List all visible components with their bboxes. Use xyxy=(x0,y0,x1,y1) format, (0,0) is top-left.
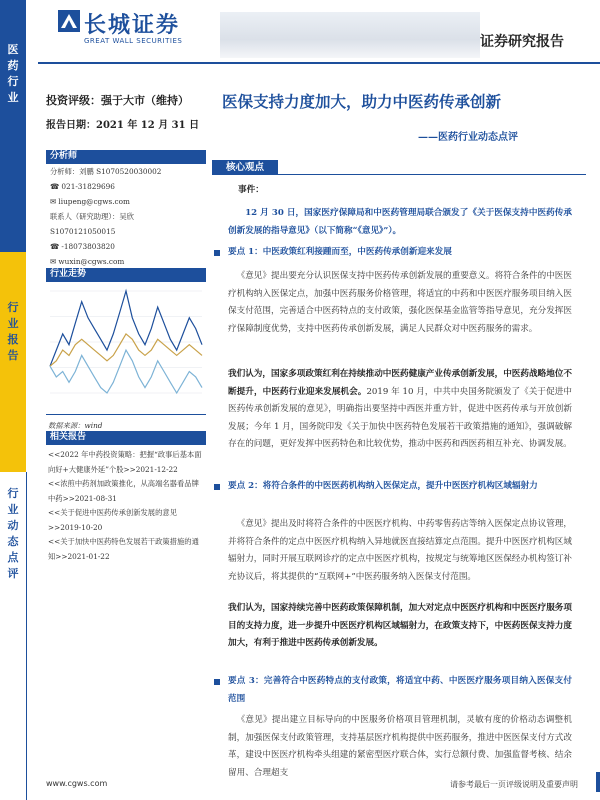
left-strip-top xyxy=(0,0,26,252)
left-strip-middle xyxy=(0,252,26,472)
point1-view xyxy=(228,366,572,454)
footer-disclaimer: 请参考最后一页评级说明及重要声明 xyxy=(450,780,578,789)
analyst-email[interactable]: ✉ liupeng@cgws.com xyxy=(50,197,130,206)
left-strip-bottom xyxy=(0,472,27,800)
footer-website-link[interactable]: www.cgws.com xyxy=(46,779,108,788)
point2-title: 要点 2：将符合条件的中医医药机构纳入医保定点，提升中医医疗机构区域辐射力 xyxy=(228,481,538,491)
analyst-line: 分析师：刘鹏 S1070520030002 xyxy=(50,167,162,176)
contact-line: 联系人（研究助理）：吴欣 xyxy=(50,212,134,221)
point2-body: 《意见》提出及时将符合条件的中医医疗机构、中药零售药店等纳入医保定点协议管理，并将符合条件的定点中医医疗机构纳入异地就医直接结算定点范围。提升中医医疗机构区域辐射力，同时开展互联网诊疗的定点中医医疗机构，按规定与统筹地区医保经办机构签订补充协议后，将其提供的“互联网+”中医药服务纳入医保支付范围。 xyxy=(228,519,572,582)
point1-title: 要点 1：中医政策红利接踵而至，中医药传承创新迎来发展 xyxy=(228,247,452,257)
point3-body: 《意见》提出建立目标导向的中医服务价格项目管理机制，灵敏有度的价格动态调整机制，加强医保支付政策管理，支持基层医疗机构提供中医药服务，推进中医医保支付方式改革，建设中医医疗机构牵头组建的紧密型医疗联合体，实行总额付费、加强监督考核、结余留用、合理超支 xyxy=(228,715,572,778)
logo-english-text: GREAT WALL SECURITIES xyxy=(84,37,183,45)
strip-top-text: 医 药 行 业 xyxy=(7,43,19,104)
strip-bottom-text: 行 业 动 态 点 评 xyxy=(7,487,19,580)
chart-bottom-rule xyxy=(46,414,206,415)
related-section-rule xyxy=(46,444,206,445)
contact-phone: ☎ -18073803820 xyxy=(50,242,115,251)
contact-id: S1070121050015 xyxy=(50,227,116,236)
bullet-icon xyxy=(214,484,220,490)
chart-source: 数据来源：wind xyxy=(48,421,103,430)
related-report-link[interactable]: <<浓煎中药剂加政策推化，从高端名器看品牌中药>>2021-08-31 xyxy=(48,479,199,503)
analyst-section-title: 分析师 xyxy=(46,150,206,163)
analyst-section-rule xyxy=(46,163,206,164)
trend-section-title: 行业走势 xyxy=(46,268,206,281)
point1-body: 《意见》提出要充分认识医保支持中医药传承创新发展的重要意义。将符合条件的中医医疗机构纳入医保定点，加强中医药服务价格管理，将适宜的中药和中医医疗服务项目纳入医保支付范围，完善适合中医药特点的支付政策，强化医保基金监管等指导意见，充分发挥医疗保障制度优势，支持中医药传承创新发展，满足人民群众对中医药服务的需求。 xyxy=(228,271,572,334)
strip-mid-text: 行 业 报 告 xyxy=(7,301,19,362)
core-view-rule xyxy=(212,174,586,175)
industry-trend-chart xyxy=(46,283,206,403)
footer-page-marker xyxy=(596,772,600,792)
related-section-title: 相关报告 xyxy=(46,431,206,444)
point3-title: 要点 3：完善符合中医药特点的支付政策，将适宜中药、中医医疗服务项目纳入医保支付范围 xyxy=(228,676,572,704)
header-divider xyxy=(38,62,600,64)
related-report-link[interactable]: <<关于促进中医药传承创新发展的意见>>2019-10-20 xyxy=(48,508,177,532)
page-subtitle: ——医药行业动态点评 xyxy=(418,132,518,143)
point1-view-rest: 2019 年 10 月，中共中央国务院颁发了《关于促进中医药传承创新发展的意见》，明确指出要坚持中西医并重方针，促进中医药传承与开放创新发展；今年 1 月，国务院印发《关于加快中医药特色发展若干政策措施的通知》，强调破解存在的问题，更好发挥中医药特色和比较优势，推动中医药和西医药相互补充、协调发展。 xyxy=(228,386,572,450)
related-report-link[interactable]: <<关于加快中医药特色发展若干政策措施的通知>>2021-01-22 xyxy=(48,537,199,561)
analyst-phone: ☎ 021-31829696 xyxy=(50,182,115,191)
report-type-label: 证券研究报告 xyxy=(480,34,564,50)
point2-view: 我们认为，国家持续完善中医药政策保障机制，加大对定点中医医疗机构和中医医疗服务项目的支持力度，进一步提升中医医疗机构区域辐射力，在政策支持下，中医药医保支持力度加大，有利于推进中医药传承创新发展。 xyxy=(228,603,572,649)
related-reports-list xyxy=(48,448,204,564)
report-date: 报告日期：2021 年 12 月 31 日 xyxy=(46,120,200,131)
chart-series-line xyxy=(50,291,202,366)
logo-chinese-text: 长城证券 xyxy=(84,13,181,38)
event-label: 事件： xyxy=(238,185,264,195)
contact-email[interactable]: ✉ wuxin@cgws.com xyxy=(50,257,125,266)
point1-view-bold: 我们认为，国家多项政策红利在持续推动中医药健康产业传承创新发展，中医药战略地位不断提升，中医药行业迎来发展机会。 xyxy=(228,369,572,397)
bullet-icon xyxy=(214,679,220,685)
event-text: 12 月 30 日，国家医疗保障局和中医药管理局联合颁发了《关于医保支持中医药传承创新发展的指导意见》（以下简称“《意见》”）。 xyxy=(228,208,572,236)
core-view-tag: 核心观点 xyxy=(212,160,278,175)
related-report-link[interactable]: <<2022 年中药投资策略：把握“政事后基本面向好+大健康外延”个股>>2021-12-22 xyxy=(48,450,202,474)
brand-logo xyxy=(58,10,208,52)
great-wall-banner-image xyxy=(220,12,480,58)
chart-series-line xyxy=(50,350,202,393)
bullet-icon xyxy=(214,250,220,256)
investment-rating: 投资评级：强于大市（维持） xyxy=(46,94,189,107)
trend-section-rule xyxy=(46,281,206,282)
brand-mark-icon xyxy=(58,10,80,32)
page-title: 医保支持力度加大，助力中医药传承创新 xyxy=(222,92,502,111)
